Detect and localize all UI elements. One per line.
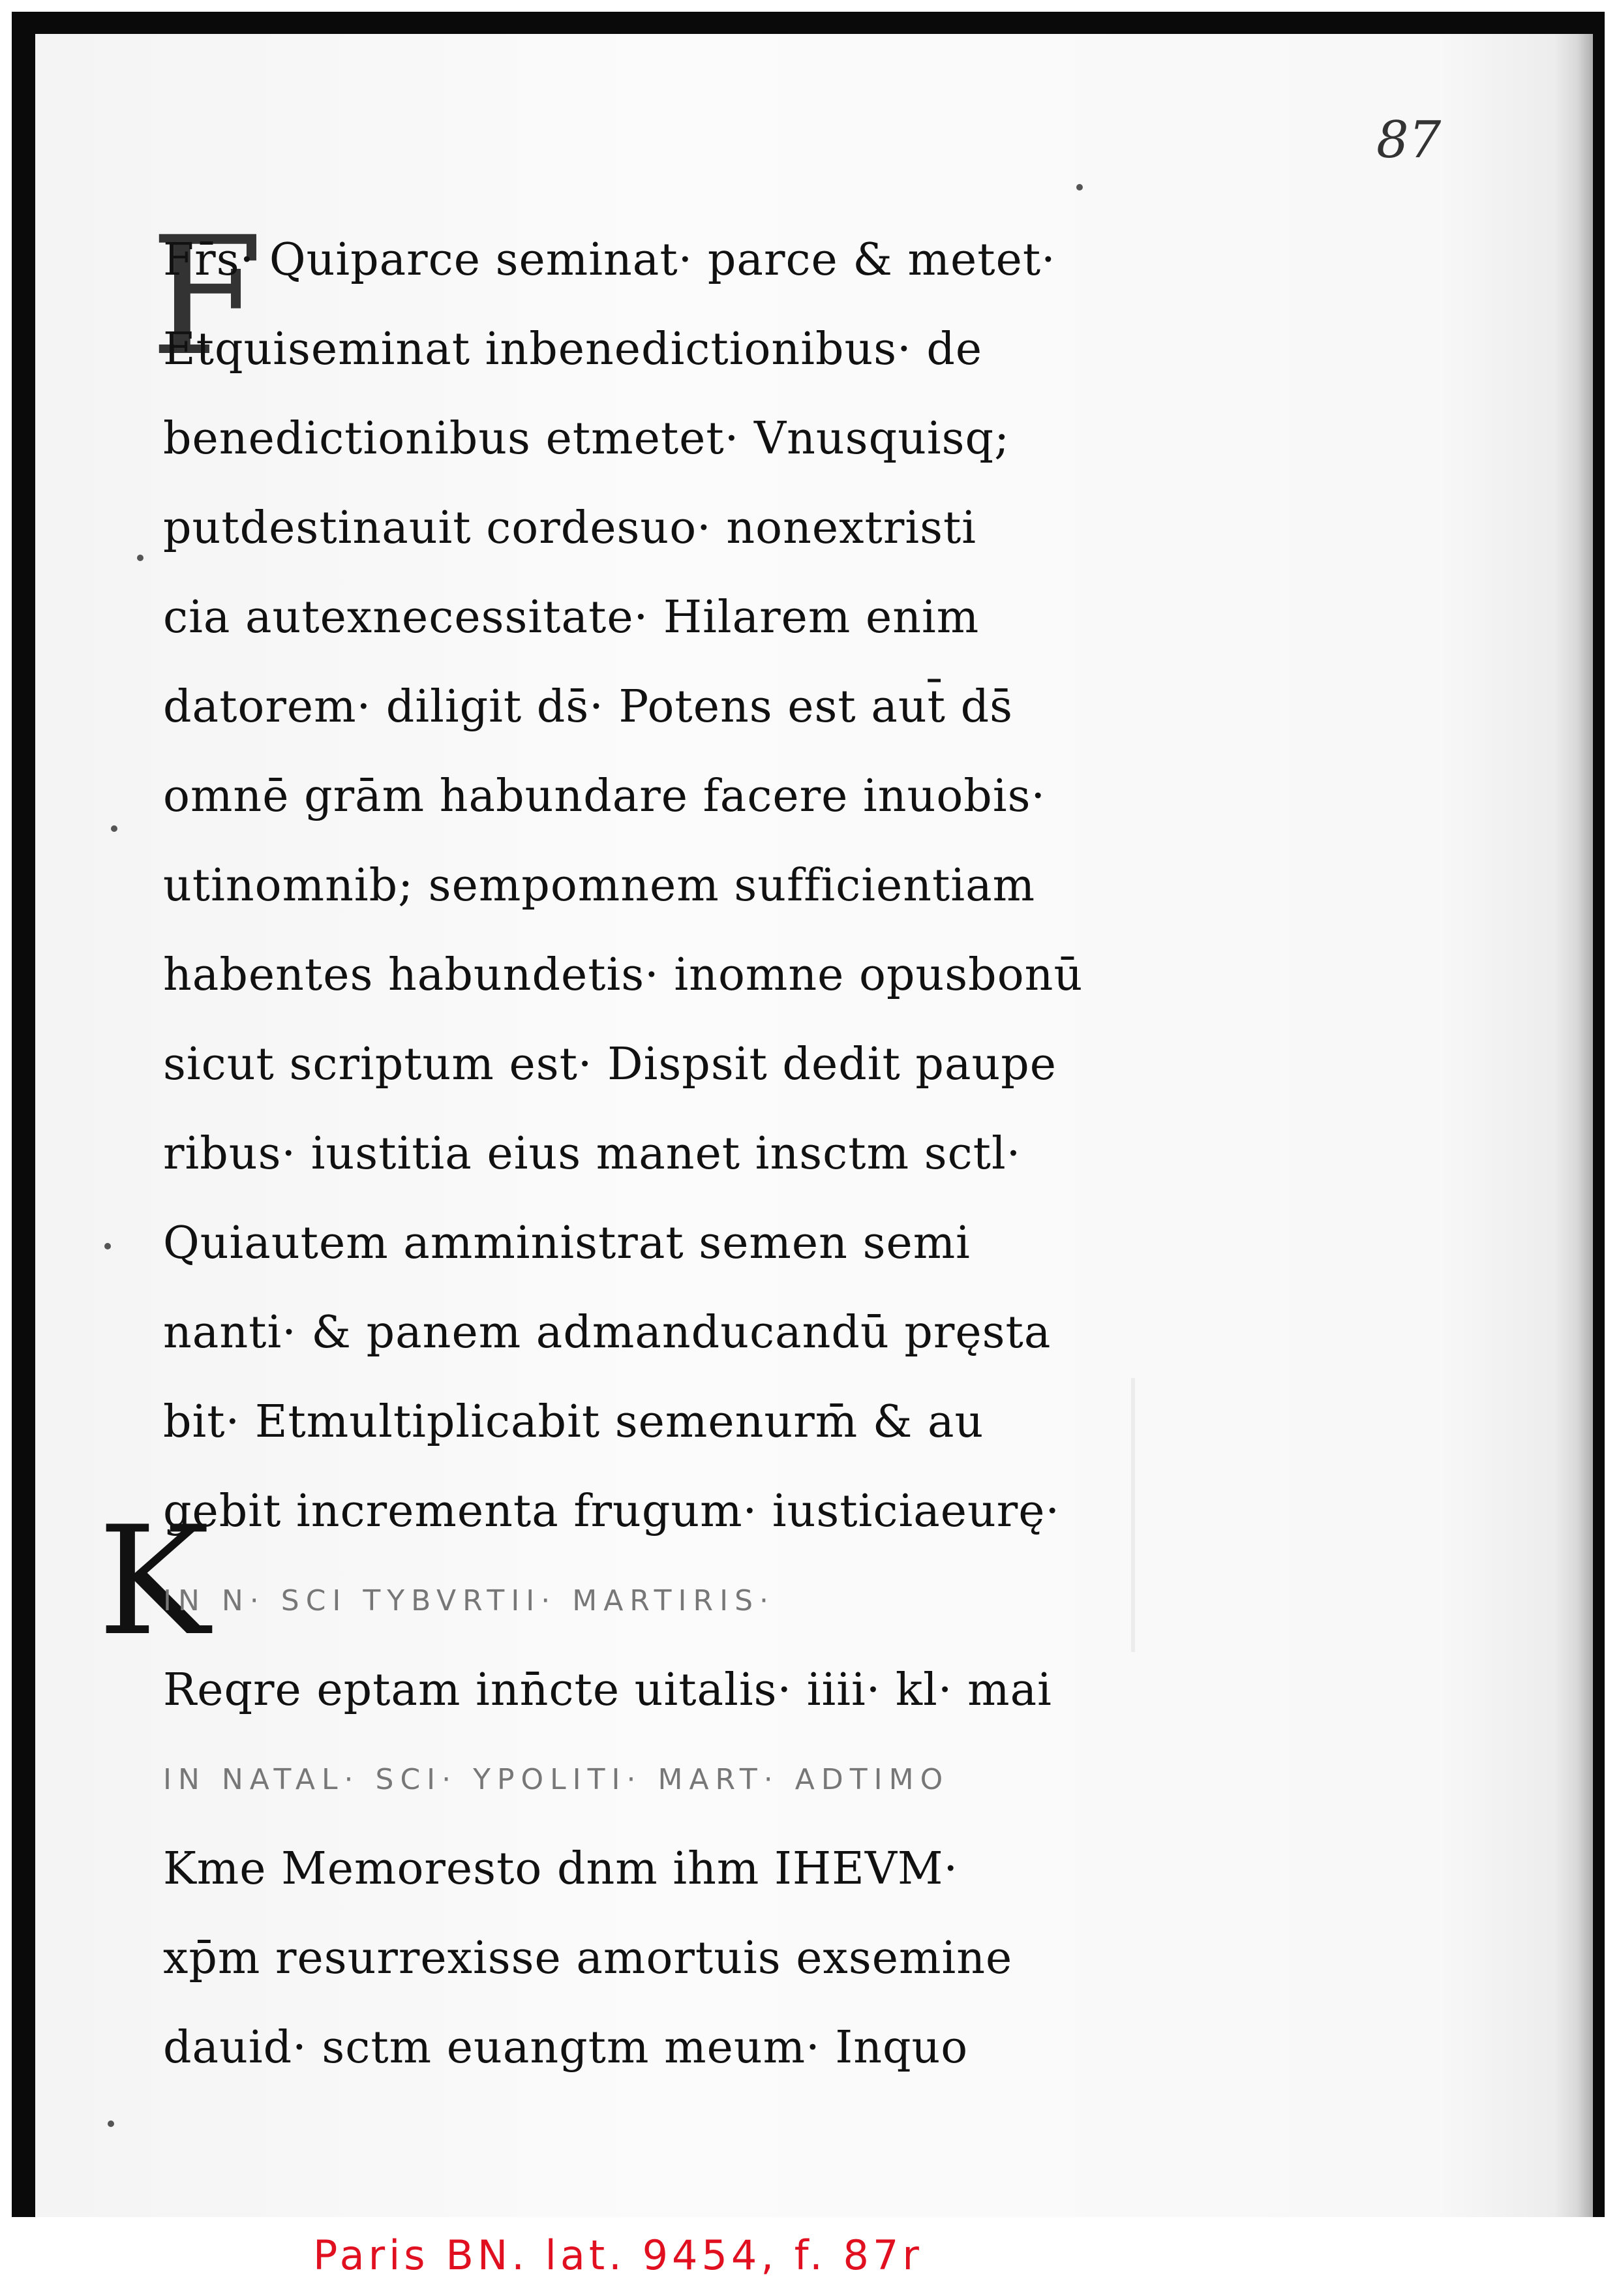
text-line: nanti· & panem admanducandū pręsta bbox=[163, 1307, 1052, 1358]
ink-speck bbox=[1076, 184, 1083, 191]
text-line: benedictionibus etmetet· Vnusquisq; bbox=[163, 413, 1010, 465]
text-line: bit· Etmultiplicabit semenurm̄ & au bbox=[163, 1396, 984, 1448]
text-line: xp̄m resurrexisse amortuis exsemine bbox=[163, 1933, 1013, 1984]
text-line: datorem· diligit ds̄· Potens est aut̄ ds̄ bbox=[163, 681, 1014, 733]
ink-speck bbox=[111, 825, 117, 832]
text-line: Quiautem amministrat semen semi bbox=[163, 1217, 971, 1269]
rubric-line: IN NATAL· SCI· YPOLITI· MART· ADTIMO bbox=[163, 1763, 950, 1796]
rubric-line: IN N· SCI TYBVRTII· MARTIRIS· bbox=[163, 1584, 775, 1617]
text-line: habentes habundetis· inomne opusbonū bbox=[163, 949, 1083, 1001]
text-line: Etquiseminat inbenedictionibus· de bbox=[163, 324, 983, 375]
ink-speck bbox=[104, 1243, 111, 1249]
decorated-initial-k: K bbox=[98, 1495, 210, 1669]
manuscript-text bbox=[163, 215, 1220, 2092]
text-line: Reqre eptam inn̄cte uitalis· iiii· kl· mai bbox=[163, 1664, 1052, 1716]
leaf-edge-shadow bbox=[1554, 34, 1593, 2217]
text-line: Kme Memoresto dnm ihm IHEVM· bbox=[163, 1843, 959, 1895]
text-line: utinomnib; sempomnem sufficientiam bbox=[163, 860, 1036, 911]
folio-number: 87 bbox=[1376, 111, 1442, 170]
text-line: ribus· iustitia eius manet insctm sctl· bbox=[163, 1128, 1021, 1180]
text-line: gebit incrementa frugum· iusticiaeurę· bbox=[163, 1486, 1061, 1537]
text-line: cia autexnecessitate· Hilarem enim bbox=[163, 592, 980, 643]
ink-speck bbox=[137, 555, 144, 561]
shelfmark-annotation: Paris BN. lat. 9454, f. 87r bbox=[313, 2231, 923, 2279]
text-line: putdestinauit cordesuo· nonextristi bbox=[163, 502, 977, 554]
text-line: Fr̄s· Quiparce seminat· parce & metet· bbox=[163, 234, 1056, 286]
text-line: omnē grām habundare facere inuobis· bbox=[163, 771, 1046, 822]
ink-speck bbox=[108, 2120, 114, 2127]
text-line: dauid· sctm euangtm meum· Inquo bbox=[163, 2022, 969, 2074]
decorated-initial-f: F bbox=[150, 202, 264, 391]
text-line: sicut scriptum est· Dispsit dedit paupe bbox=[163, 1039, 1057, 1090]
